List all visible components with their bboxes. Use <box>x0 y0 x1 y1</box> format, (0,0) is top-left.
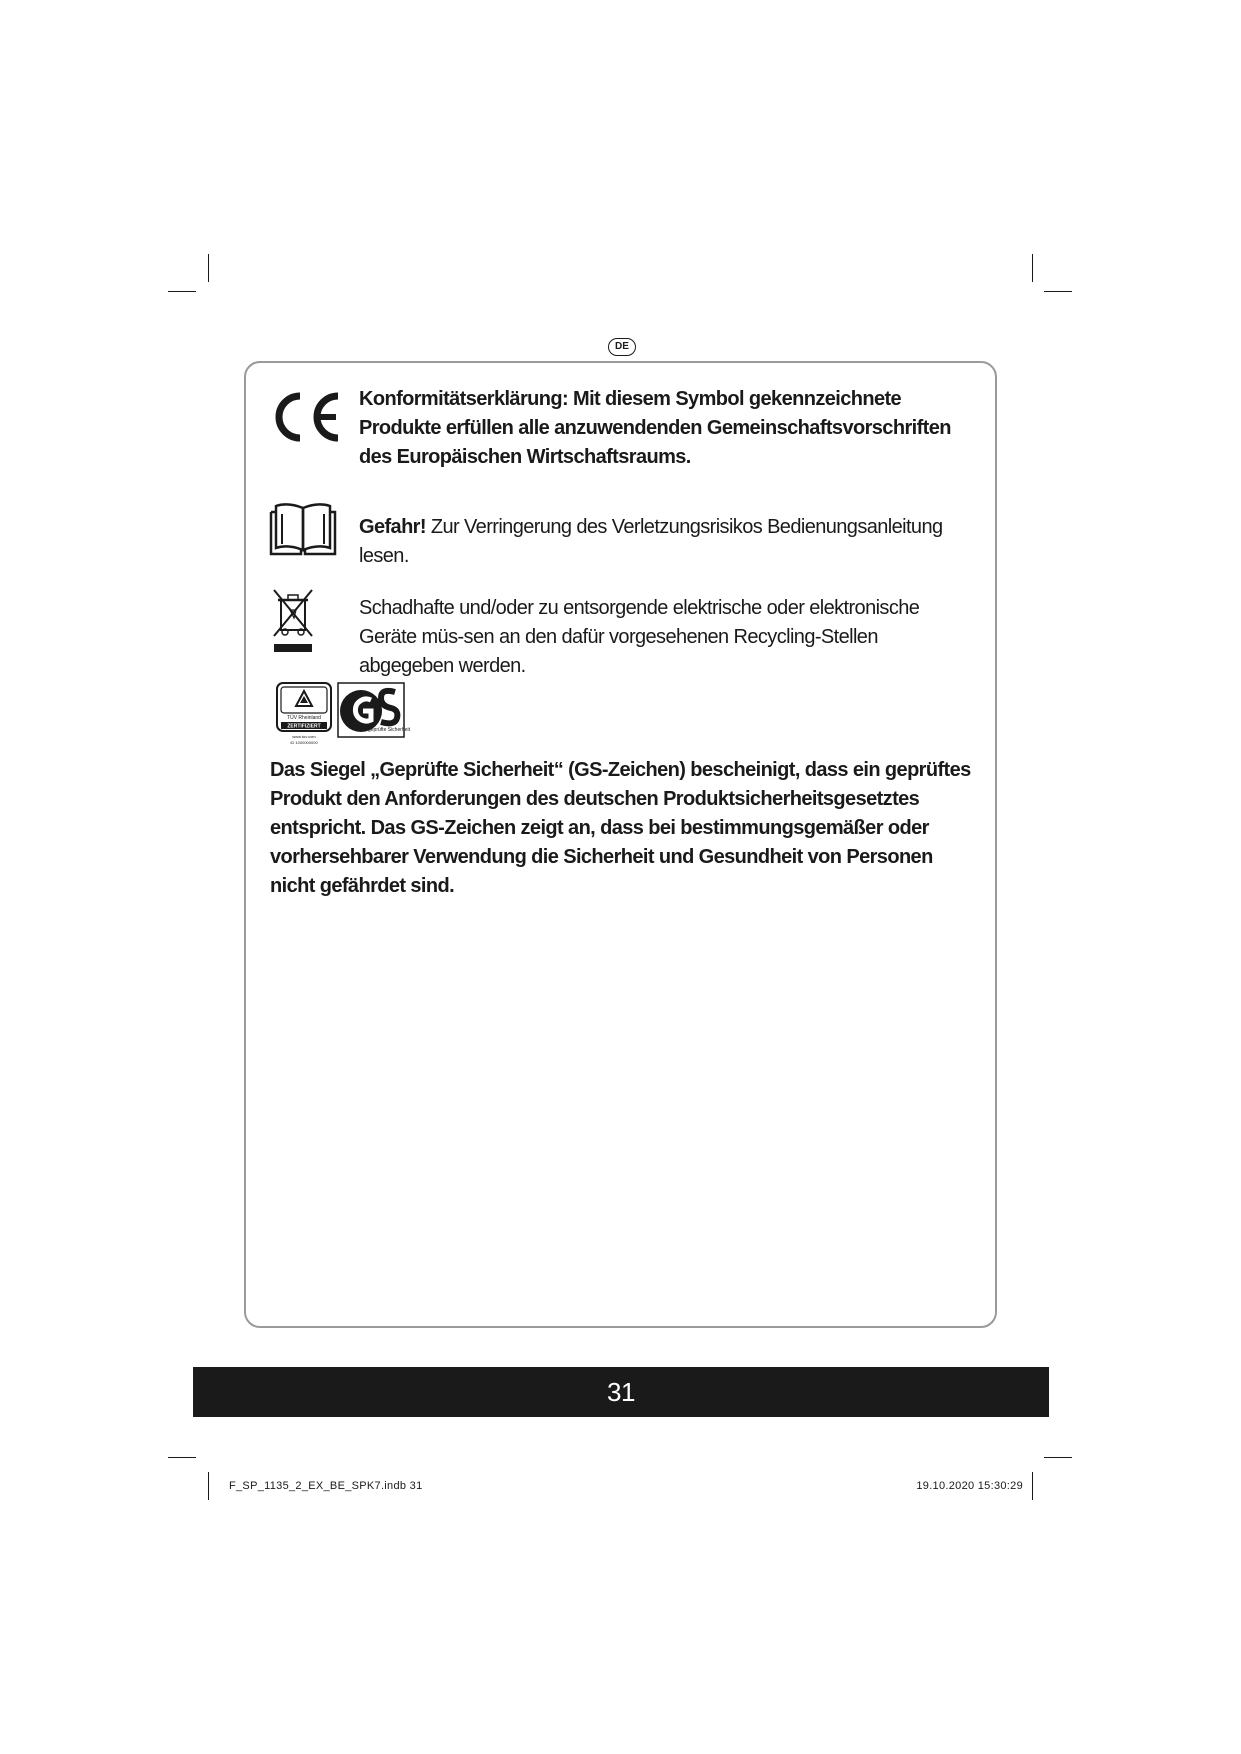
tuv-url: www.tuv.com <box>292 734 316 739</box>
ce-declaration-text: Konformitätserklärung: Mit diesem Symbol gekennzeichnete Produkte erfüllen alle anzuwendenden Gemeinschaftsvorschriften des Europäischen Wirtschaftsraums. <box>359 388 951 468</box>
crop-mark <box>208 254 209 282</box>
tuv-certificate-icon <box>276 682 332 751</box>
crop-mark <box>1032 1472 1033 1500</box>
language-badge: DE <box>608 338 636 356</box>
recycling-text: Schadhafte und/oder zu entsorgende elektrische oder elektronische Geräte müs-sen an den dafür vorgesehenen Recycling-Stellen abgegeben werden. <box>359 597 920 677</box>
slug-timestamp: 19.10.2020 15:30:29 <box>916 1480 1023 1492</box>
manual-book-icon <box>268 500 338 563</box>
ce-mark-icon <box>268 390 342 449</box>
gs-label: geprüfte Sicherheit <box>368 727 410 733</box>
tuv-id: ID 1000000000 <box>290 740 318 745</box>
page-number-bar: 31 <box>193 1367 1049 1417</box>
crop-mark <box>208 1472 209 1500</box>
tuv-label: TÜV Rheinland <box>287 715 321 721</box>
crop-mark <box>1032 254 1033 282</box>
tuv-badge: ZERTIFIZIERT <box>287 723 321 730</box>
warning-label: Gefahr! <box>359 516 426 538</box>
gs-description-text: Das Siegel „Geprüfte Sicherheit“ (GS-Zeichen) bescheinigt, dass ein geprüftes Produkt den Anforderungen des deutschen Produktsicherheitsgesetztes entspricht. Das GS-Zeichen zeigt an, dass bei bestimmungsgemäßer oder vorhersehbarer Verwendung die Sicherheit und Gesundheit von Personen nicht gefährdet sind. <box>270 759 971 897</box>
slug-filename: F_SP_1135_2_EX_BE_SPK7.indb 31 <box>229 1480 423 1492</box>
gs-seal-icon <box>337 682 410 743</box>
crop-mark <box>168 291 196 292</box>
warning-body: Zur Verringerung des Verletzungsrisikos Bedienungsanleitung lesen. <box>359 516 943 567</box>
manual-warning-text <box>359 513 979 571</box>
crop-mark <box>168 1457 196 1458</box>
crossed-bin-icon <box>270 588 316 659</box>
crop-mark <box>1044 291 1072 292</box>
crop-mark <box>1044 1457 1072 1458</box>
